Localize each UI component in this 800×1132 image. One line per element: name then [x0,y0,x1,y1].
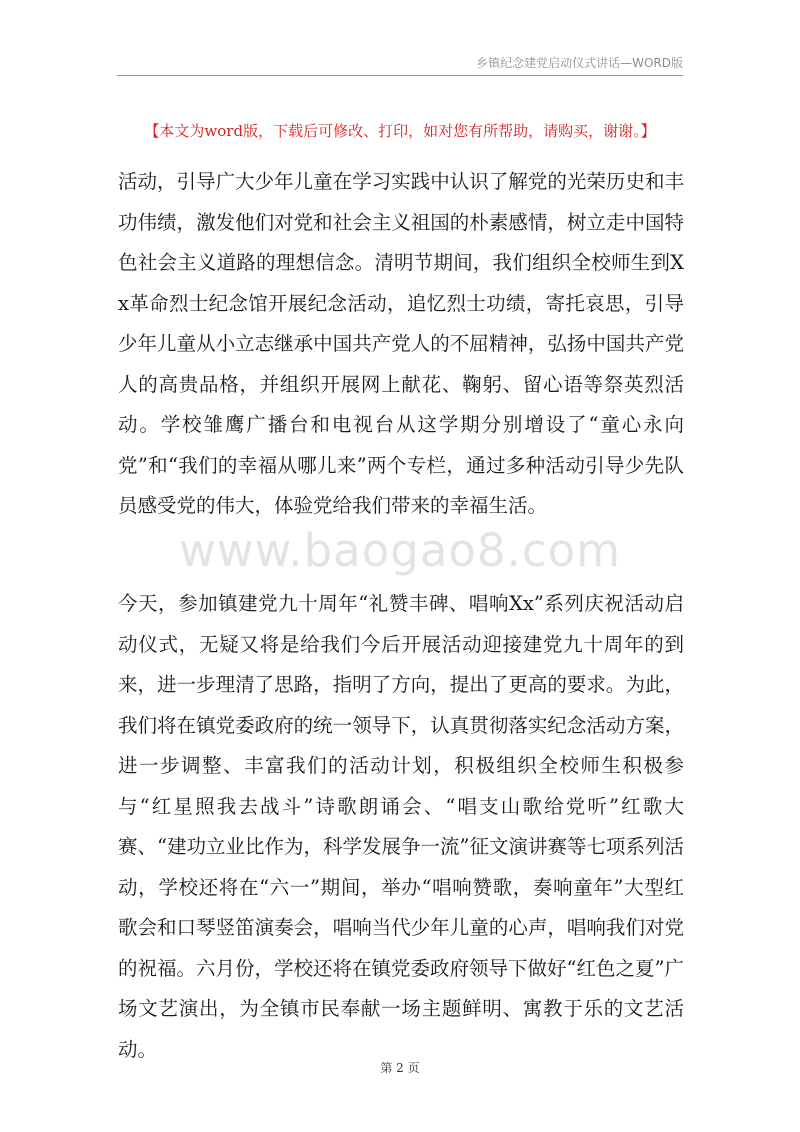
page-number: 第 2 页 [380,1061,420,1075]
body-paragraph-2: 今天，参加镇建党九十周年“礼赞丰碑、唱响Xx”系列庆祝活动启动仪式，无疑又将是给我们今后开展活动迎接建党九十周年的到来，进一步理清了思路，指明了方向，提出了更高的要求。为此，我们将在镇党委政府的统一领导下，认真贯彻落实纪念活动方案，进一步调整、丰富我们的活动计划，积极组织全校师生积极参与“红星照我去战斗”诗歌朗诵会、“唱支山歌给党听”红歌大赛、“建功立业比作为，科学发展争一流”征文演讲赛等七项系列活动，学校还将在“六一”期间，举办“唱响赞歌，奏响童年”大型红歌会和口琴竖笛演奏会，唱响当代少年儿童的心声，唱响我们对党的祝福。六月份，学校还将在镇党委政府领导下做好“红色之夏”广场文艺演出，为全镇市民奉献一场主题鲜明、寓教于乐的文艺活动。 [118,592,684,1061]
document-header-title: 乡镇纪念建党启动仪式讲话—WORD版 [476,56,683,70]
body-paragraph-1: 活动，引导广大少年儿童在学习实践中认识了解党的光荣历史和丰功伟绩，激发他们对党和社会主义祖国的朴素感情，树立走中国特色社会主义道路的理想信念。清明节期间，我们组织全校师生到Xx革命烈士纪念馆开展纪念活动，追忆烈士功绩，寄托哀思，引导少年儿童从小立志继承中国共产党人的不屈精神，弘扬中国共产党人的高贵品格，并组织开展网上献花、鞠躬、留心语等祭英烈活动。学校雏鹰广播台和电视台从这学期分别增设了“童心永向党”和“我们的幸福从哪儿来”两个专栏，通过多种活动引导少先队员感受党的伟大，体验党给我们带来的幸福生活。 [118,170,684,517]
header-divider [117,75,683,76]
watermark-text: www.baogao8.com [179,524,621,577]
download-notice: 【本文为word版，下载后可修改、打印，如对您有所帮助，请购买，谢谢。】 [144,122,656,140]
